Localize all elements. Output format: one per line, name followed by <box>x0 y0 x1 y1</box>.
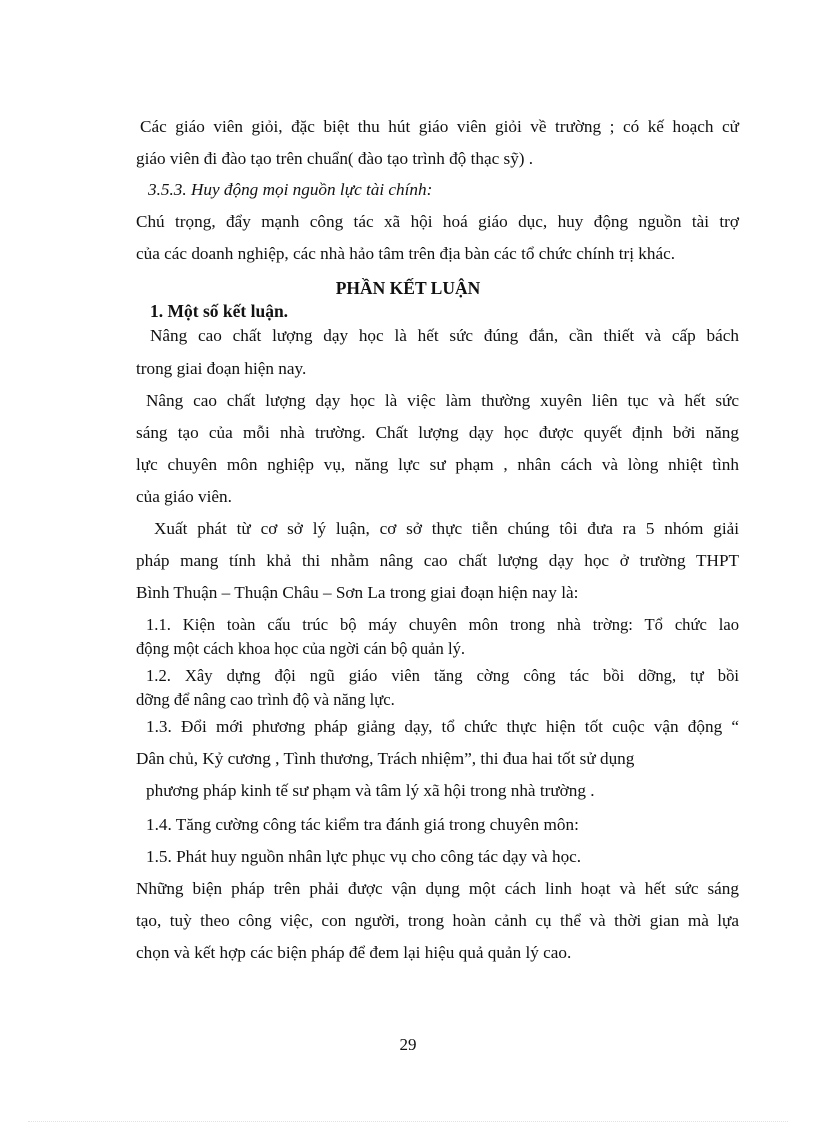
text-line: Các giáo viên giỏi, đặc biệt thu hút giáo viên giỏi về trường ; có kế hoạch cử <box>140 117 739 136</box>
text-line: Xuất phát từ cơ sở lý luận, cơ sở thực tiễn chúng tôi đưa ra 5 nhóm giải <box>154 519 739 538</box>
text-line: trong giai đoạn hiện nay. <box>136 359 307 378</box>
section-title: PHẦN KẾT LUẬN <box>335 278 481 298</box>
text-line: Nâng cao chất lượng dạy học là việc làm thường xuyên liên tục và hết sức <box>146 391 739 410</box>
list-item: 1.4. Tăng cường công tác kiểm tra đánh giá trong chuyên môn: <box>146 815 579 834</box>
text-line: chọn và kết hợp các biện pháp để đem lại hiệu quả quản lý cao. <box>136 943 572 962</box>
text-line: pháp mang tính khả thi nhằm nâng cao chất lượng dạy học ở trường THPT <box>136 551 739 570</box>
text-line: Chú trọng, đẩy mạnh công tác xã hội hoá giáo dục, huy động nguồn tài trợ <box>136 212 739 231</box>
page-bottom-divider <box>28 1121 788 1122</box>
text-line: Nâng cao chất lượng dạy học là hết sức đúng đắn, cần thiết và cấp bách <box>150 326 739 345</box>
list-item: 1.5. Phát huy nguồn nhân lực phục vụ cho công tác dạy và học. <box>146 847 582 866</box>
sub-section-heading: 1. Một số kết luận. <box>150 301 289 321</box>
text-line: Bình Thuận – Thuận Châu – Sơn La trong giai đoạn hiện nay là: <box>136 583 579 602</box>
list-item: dỡng để nâng cao trình độ và năng lực. <box>136 690 395 709</box>
text-line: của các doanh nghiệp, các nhà hảo tâm trên địa bàn các tổ chức chính trị khác. <box>136 244 676 263</box>
text-line: giáo viên đi đào tạo trên chuẩn( đào tạo trình độ thạc sỹ) . <box>136 149 534 168</box>
list-item: Dân chủ, Kỷ cương , Tình thương, Trách nhiệm”, thi đua hai tốt sử dụng <box>136 749 635 768</box>
text-line: của giáo viên. <box>136 487 232 506</box>
list-item: 1.3. Đổi mới phương pháp giảng dạy, tổ chức thực hiện tốt cuộc vận động “ <box>146 717 739 736</box>
list-item: 1.1. Kiện toàn cấu trúc bộ máy chuyên môn trong nhà trờng: Tổ chức lao <box>146 615 739 634</box>
text-line: sáng tạo của mỗi nhà trường. Chất lượng dạy học được quyết định bởi năng <box>136 423 739 442</box>
text-line: tạo, tuỳ theo công việc, con người, trong hoàn cảnh cụ thể và thời gian mà lựa <box>136 911 739 930</box>
page-number: 29 <box>399 1035 417 1054</box>
text-line: Những biện pháp trên phải được vận dụng một cách linh hoạt và hết sức sáng <box>136 879 739 898</box>
list-item: 1.2. Xây dựng đội ngũ giáo viên tăng cờng công tác bồi dỡng, tự bồi <box>146 666 739 685</box>
list-item: động một cách khoa học của ngời cán bộ quản lý. <box>136 639 466 658</box>
section-subheading: 3.5.3. Huy động mọi nguồn lực tài chính: <box>148 180 433 199</box>
list-item: phương pháp kinh tế sư phạm và tâm lý xã hội trong nhà trường . <box>146 781 595 800</box>
text-line: lực chuyên môn nghiệp vụ, năng lực sư phạm , nhân cách và lòng nhiệt tình <box>136 455 739 474</box>
